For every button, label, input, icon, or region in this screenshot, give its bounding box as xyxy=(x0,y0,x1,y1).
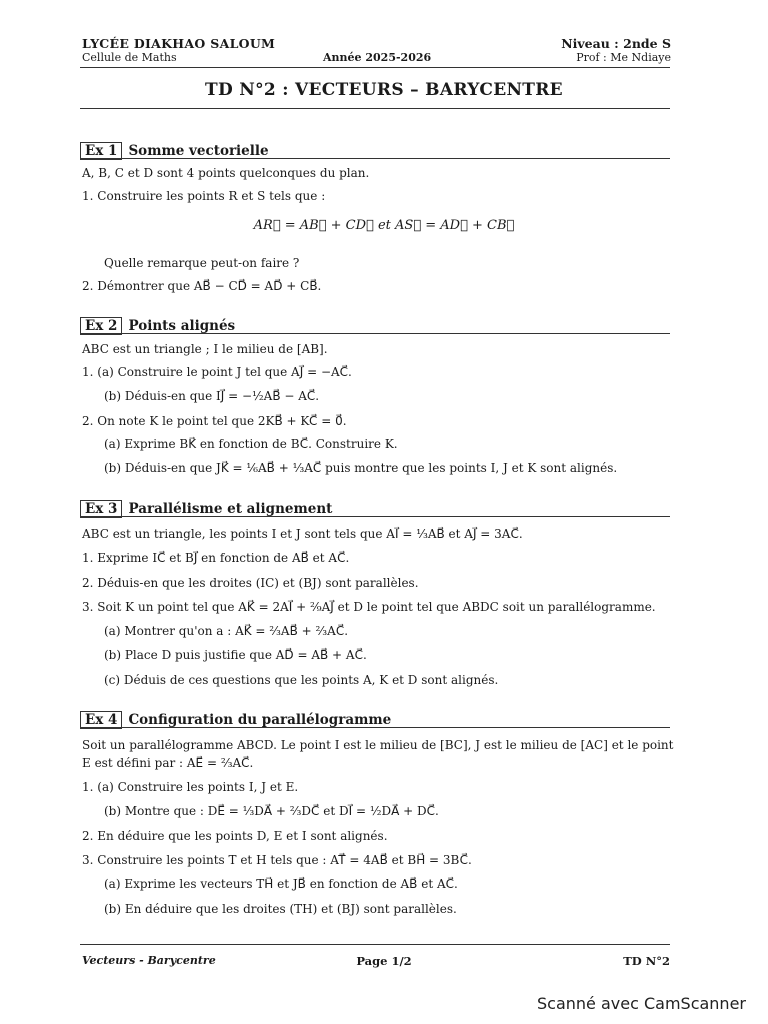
exercise-2-line: 1. (a) Construire le point J tel que AJ⃗ = −AC⃗. xyxy=(82,365,352,379)
exercise-3-line: (b) Place D puis justifie que AD⃗ = AB⃗ + AC⃗. xyxy=(104,648,367,662)
exercise-3-line: 2. Déduis-en que les droites (IC) et (BJ) sont parallèles. xyxy=(82,576,419,590)
exercise-4-line: E est défini par : AE⃗ = ⅔AC⃗. xyxy=(82,756,254,770)
teacher-name: Prof : Me Ndiaye xyxy=(576,51,671,64)
footer-divider xyxy=(80,944,670,945)
exercise-4-header xyxy=(80,709,670,728)
exercise-1-line: A, B, C et D sont 4 points quelconques du plan. xyxy=(82,166,370,180)
exercise-4-line: (a) Exprime les vecteurs TH⃗ et JB⃗ en fonction de AB⃗ et AC⃗. xyxy=(104,877,458,891)
exercise-2-line: 2. On note K le point tel que 2KB⃗ + KC⃗ = 0⃗. xyxy=(82,414,347,428)
exercise-3-line: 3. Soit K un point tel que AK⃗ = 2AI⃗ + ²⁄₉AJ⃗ et D le point tel que ABDC soit un parallélogramme. xyxy=(82,600,656,614)
footer-subject: Vecteurs - Barycentre xyxy=(82,954,216,967)
exercise-1-line: 2. Démontrer que AB⃗ − CD⃗ = AD⃗ + CB⃗. xyxy=(82,279,322,293)
exercise-1-line: 1. Construire les points R et S tels que : xyxy=(82,189,326,203)
exercise-4-line: 1. (a) Construire les points I, J et E. xyxy=(82,780,299,794)
exercise-3-tag: Ex 3 xyxy=(80,500,122,518)
exercise-1-title: Somme vectorielle xyxy=(128,143,269,159)
page-number: Page 1/2 xyxy=(356,954,412,968)
exercise-3-line: 1. Exprime IC⃗ et BJ⃗ en fonction de AB⃗ et AC⃗. xyxy=(82,551,350,565)
exercise-4-line: (b) En déduire que les droites (TH) et (BJ) sont parallèles. xyxy=(104,902,457,916)
exercise-4-tag: Ex 4 xyxy=(80,711,122,729)
footer-td: TD N°2 xyxy=(623,954,670,968)
exercise-2-line: (b) Déduis-en que JK⃗ = ⅙AB⃗ + ⅓AC⃗ puis montre que les points I, J et K sont alignés. xyxy=(104,461,618,475)
exercise-2-tag: Ex 2 xyxy=(80,317,122,335)
exercise-4-line: 3. Construire les points T et H tels que : AT⃗ = 4AB⃗ et BH⃗ = 3BC⃗. xyxy=(82,853,472,867)
class-level: Niveau : 2nde S xyxy=(561,36,671,51)
exercise-3-line: ABC est un triangle, les points I et J sont tels que AI⃗ = ⅓AB⃗ et AJ⃗ = 3AC⃗. xyxy=(82,527,523,541)
camscanner-watermark: Scanné avec CamScanner xyxy=(537,994,746,1013)
department: Cellule de Maths xyxy=(82,51,177,64)
exercise-2-line: (b) Déduis-en que IJ⃗ = −½AB⃗ − AC⃗. xyxy=(104,389,320,403)
exercise-3-line: (a) Montrer qu'on a : AK⃗ = ⅔AB⃗ + ⅔AC⃗. xyxy=(104,624,349,638)
exercise-2-header xyxy=(80,315,670,334)
exercise-4-line: (b) Montre que : DE⃗ = ⅓DA⃗ + ⅔DC⃗ et DI⃗ = ½DA⃗ + DC⃗. xyxy=(104,804,439,818)
exercise-2-line: ABC est un triangle ; I le milieu de [AB]. xyxy=(82,342,328,356)
exercise-1-formula: AR⃗ = AB⃗ + CD⃗ et AS⃗ = AD⃗ + CB⃗ xyxy=(253,218,515,233)
exercise-4-title: Configuration du parallélogramme xyxy=(128,712,392,728)
title-divider xyxy=(80,108,670,109)
exercise-3-header xyxy=(80,498,670,517)
exercise-1-header xyxy=(80,140,670,159)
school-name: LYCÉE DIAKHAO SALOUM xyxy=(82,36,276,51)
exercise-4-line: 2. En déduire que les points D, E et I sont alignés. xyxy=(82,829,388,843)
exercise-2-title: Points alignés xyxy=(128,318,236,334)
school-year: Année 2025-2026 xyxy=(323,51,432,64)
exercise-4-line: Soit un parallélogramme ABCD. Le point I est le milieu de [BC], J est le milieu de [AC] et le point xyxy=(82,738,674,752)
header-divider xyxy=(80,67,670,68)
exercise-3-title: Parallélisme et alignement xyxy=(128,501,333,517)
exercise-3-line: (c) Déduis de ces questions que les points A, K et D sont alignés. xyxy=(104,673,499,687)
page-title: TD N°2 : VECTEURS – BARYCENTRE xyxy=(205,80,563,100)
exercise-1-tag: Ex 1 xyxy=(80,142,122,160)
exercise-1-line: Quelle remarque peut-on faire ? xyxy=(104,256,300,270)
exercise-2-line: (a) Exprime BK⃗ en fonction de BC⃗. Construire K. xyxy=(104,437,398,451)
